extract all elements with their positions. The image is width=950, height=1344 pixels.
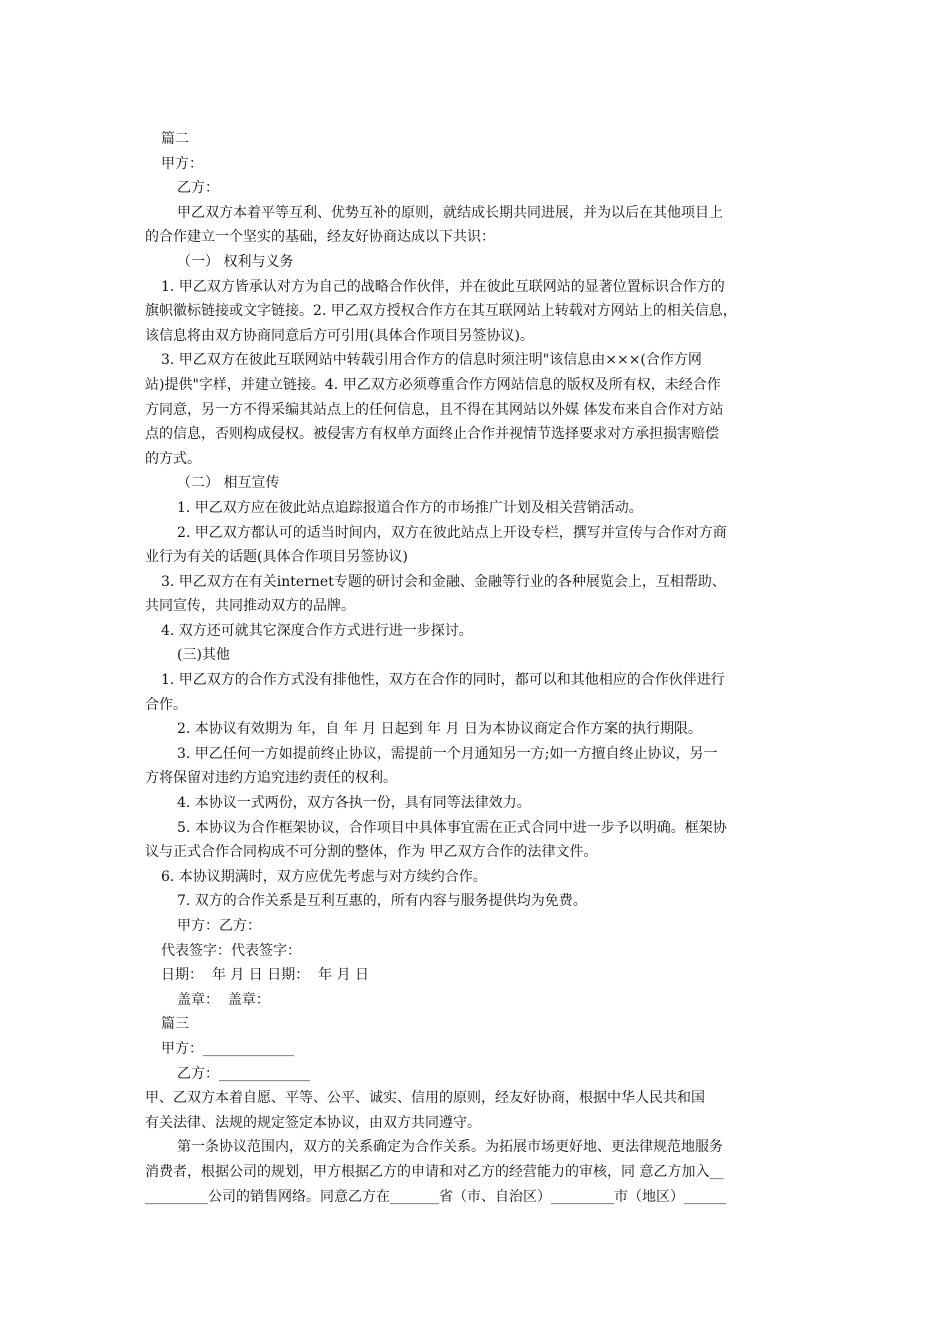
text-line: 5. 本协议为合作框架协议，合作项目中具体事宜需在正式合同中进一步予以明确。框架协 bbox=[177, 819, 727, 836]
text-line: 甲、乙双方本着自愿、平等、公平、诚实、信用的原则，经友好协商，根据中华人民共和国 bbox=[145, 1090, 705, 1107]
text-line: 日期： 年 月 日 日期： 年 月 日 bbox=[161, 967, 370, 984]
text-line: 消费者，根据公司的规划，甲方根据乙方的申请和对乙方的经营能力的审核，同 意乙方加入__ bbox=[145, 1163, 724, 1180]
text-line: 盖章： 盖章： bbox=[177, 991, 270, 1008]
text-line: 1. 甲乙双方应在彼此站点追踪报道合作方的市场推广计划及相关营销活动。 bbox=[177, 499, 643, 516]
text-line: 1. 甲乙双方皆承认对方为自己的战略合作伙伴，并在彼此互联网站的显著位置标识合作方的 bbox=[161, 278, 725, 295]
text-line: 3. 甲乙任何一方如提前终止协议，需提前一个月通知另一方;如一方擅自终止协议，另一 bbox=[177, 745, 718, 762]
document-body bbox=[145, 127, 815, 1209]
text-line: 合作。 bbox=[145, 696, 187, 713]
text-line: 站)提供"字样，并建立链接。4. 甲乙双方必须尊重合作方网站信息的版权及所有权，未经合作 bbox=[145, 376, 721, 393]
text-line: (三)其他 bbox=[177, 647, 230, 664]
text-line: （二） 相互宣传 bbox=[177, 475, 280, 492]
text-line: 篇二 bbox=[161, 131, 189, 147]
text-line: 3. 甲乙双方在彼此互联网站中转载引用合作方的信息时须注明"该信息由×××(合作方网 bbox=[161, 352, 702, 369]
text-line: 乙方：_____________ bbox=[177, 1065, 310, 1082]
text-line: 的方式。 bbox=[145, 450, 201, 467]
text-line: （一） 权利与义务 bbox=[177, 253, 294, 270]
text-line: 2. 甲乙双方都认可的适当时间内，双方在彼此站点上开设专栏，撰写并宣传与合作对方商 bbox=[177, 524, 727, 541]
text-line: 点的信息，否则构成侵权。被侵害方有权单方面终止合作并视情节选择要求对方承担损害赔偿 bbox=[145, 426, 719, 443]
text-line: 4. 本协议一式两份，双方各执一份，具有同等法律效力。 bbox=[177, 795, 531, 812]
text-line: _________公司的销售网络。同意乙方在_______省（市、自治区）_________市（地区）______ bbox=[145, 1188, 726, 1205]
text-line: 2. 本协议有效期为 年，自 年 月 日起到 年 月 日为本协议商定合作方案的执行期限。 bbox=[177, 721, 702, 738]
text-line: 有关法律、法规的规定签定本协议，由双方共同遵守。 bbox=[145, 1114, 481, 1131]
text-line: 甲方：乙方： bbox=[177, 918, 261, 934]
text-line: 篇三 bbox=[161, 1016, 189, 1033]
text-line: 业行为有关的话题(具体合作项目另签协议) bbox=[145, 549, 408, 566]
text-line: 7. 双方的合作关系是互利互惠的，所有内容与服务提供均为免费。 bbox=[177, 893, 587, 910]
text-line: 方同意，另一方不得采编其站点上的任何信息，且不得在其网站以外媒 体发布来自合作对方站 bbox=[145, 401, 724, 418]
text-line: 方将保留对违约方追究违约责任的权利。 bbox=[145, 770, 397, 787]
text-line: 共同宣传，共同推动双方的品牌。 bbox=[145, 598, 355, 615]
text-line: 6. 本协议期满时，双方应优先考虑与对方续约合作。 bbox=[161, 868, 487, 885]
text-line: 议与正式合作合同构成不可分割的整体，作为 甲乙双方合作的法律文件。 bbox=[145, 844, 598, 861]
text-line: 甲方： bbox=[161, 155, 203, 172]
text-line: 3. 甲乙双方在有关internet专题的研讨会和金融、金融等行业的各种展览会上，互相帮助、 bbox=[161, 573, 726, 590]
text-line: 第一条协议范围内，双方的关系确定为合作关系。为拓展市场更好地、更法律规范地服务 bbox=[177, 1139, 723, 1156]
text-line: 的合作建立一个坚实的基础，经友好协商达成以下共识： bbox=[145, 229, 495, 246]
text-line: 代表签字：代表签字： bbox=[161, 942, 301, 959]
text-line: 旗帜徽标链接或文字链接。2. 甲乙双方授权合作方在其互联网站上转载对方网站上的相关信息， bbox=[145, 303, 737, 320]
text-line: 乙方： bbox=[177, 180, 219, 197]
text-line: 甲乙双方本着平等互利、优势互补的原则，就结成长期共同进展，并为以后在其他项目上 bbox=[177, 204, 723, 221]
text-line: 4. 双方还可就其它深度合作方式进行进一步探讨。 bbox=[161, 622, 473, 639]
text-line: 该信息将由双方协商同意后方可引用(具体合作项目另签协议)。 bbox=[145, 327, 534, 344]
text-line: 甲方：_____________ bbox=[161, 1040, 294, 1057]
text-line: 1. 甲乙双方的合作方式没有排他性，双方在合作的同时，都可以和其他相应的合作伙伴进行 bbox=[161, 672, 725, 689]
